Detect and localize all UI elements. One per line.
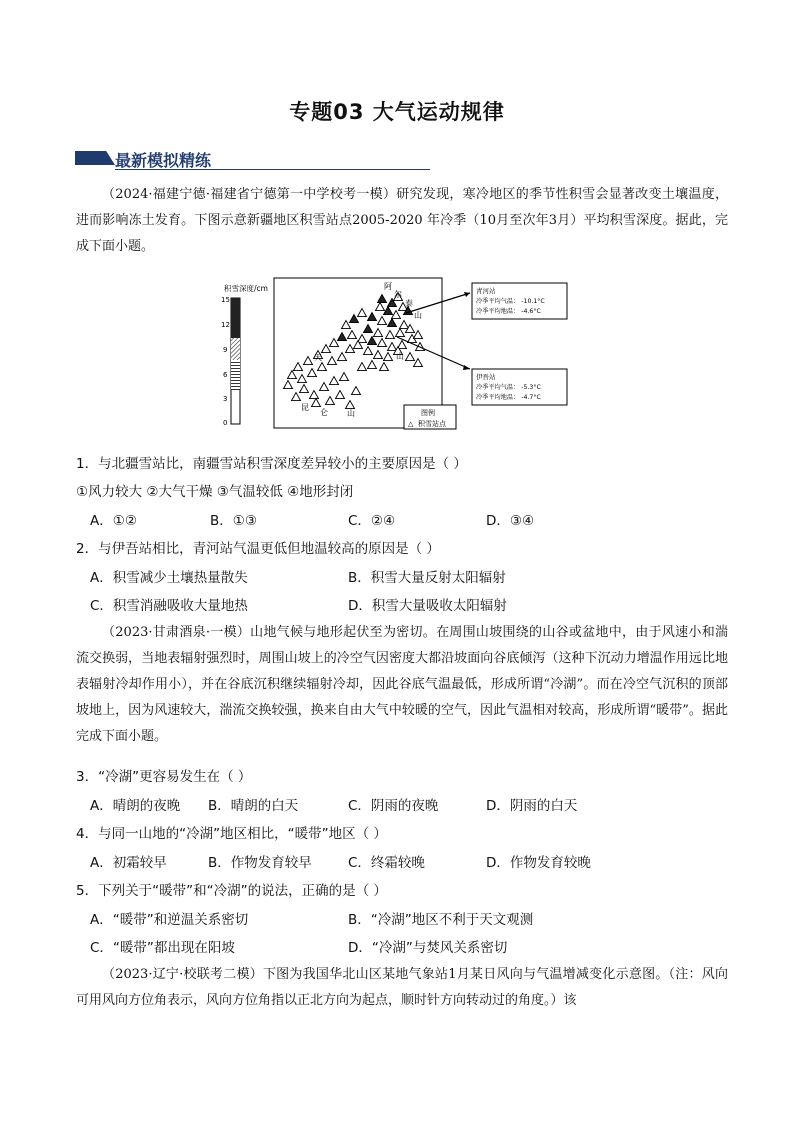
q3-option-a[interactable]: A．晴朗的夜晚 [90,798,181,814]
triangle-icon: △ [408,420,414,428]
question-1-items: ①风力较大 ②大气干燥 ③气温较低 ④地形封闭 [76,484,354,500]
map-label-altai-2: 尔 [394,290,402,299]
map-label-altai-1: 阿 [384,282,392,291]
question-2-stem: 2．与伊吾站相比，青河站气温更低但地温较高的原因是（ ） [76,541,440,557]
question-3-stem: 3．“冷湖”更容易发生在（ ） [76,769,252,785]
map-label-kunlun-1: 昆 [301,403,309,412]
section-header [75,148,430,170]
q3-option-c[interactable]: C．阴雨的夜晚 [348,798,439,814]
yiwu-ground-temp: 冷季平均地温： -4.7°C [476,394,541,401]
scale-tick-label: 0 [223,419,228,427]
q1-option-b[interactable]: B．①③ [210,513,257,529]
q5-option-c[interactable]: C．“暖带”都出现在阳坡 [90,940,235,956]
section-underline [115,169,430,170]
map-legend-title: 图例 [421,409,435,417]
q5-option-a[interactable]: A．“暖带”和逆温关系密切 [90,912,249,928]
scale-title: 积雪深度/cm [224,284,268,293]
map-label-kunlun-3: 山 [347,409,355,418]
scale-tick-label: 6 [223,371,228,379]
q2-option-d[interactable]: D．积雪大量吸收太阳辐射 [348,598,507,614]
q4-option-c[interactable]: C．终霜较晚 [348,855,425,871]
snow-depth-figure [222,277,572,430]
question-1-stem: 1．与北疆雪站比，南疆雪站积雪深度差异较小的主要原因是（ ） [76,456,467,472]
qinghe-title: 青河站 [476,287,496,295]
q2-option-a[interactable]: A．积雪减少土壤热量散失 [90,570,248,586]
section-marker-icon [75,151,115,165]
map-label-kunlun-2: 仑 [320,408,328,417]
question-5-stem: 5．下列关于“暖带”和“冷湖”的说法，正确的是（ ） [76,883,387,899]
q2-option-c[interactable]: C．积雪消融吸收大量地热 [90,598,248,614]
scale-tick-label: 12 [221,321,230,329]
q1-option-a[interactable]: A．①② [90,513,137,529]
scale-tick-label: 15 [221,296,230,304]
map-label-altai-4: 山 [414,311,422,320]
scale-lined-segment [231,360,240,390]
page-title: 专题03 大气运动规律 [289,100,505,124]
q5-option-b[interactable]: B．“冷湖”地区不利于天文观测 [348,912,534,928]
q5-option-d[interactable]: D．“冷湖”与焚风关系密切 [348,940,508,956]
scale-tick-label: 9 [223,346,228,354]
q2-option-b[interactable]: B．积雪大量反射太阳辐射 [348,570,506,586]
qinghe-air-temp: 冷季平均气温： -10.1°C [476,298,545,305]
intro-paragraph-1: （2024·福建宁德·福建省宁德第一中学校考一模）研究发现，寒冷地区的季节性积雪会显著改变土壤温度，进而影响冻土发育。下图示意新疆地区积雪站点2005-2020 年冷季（10月至次年3月）平均积雪深度。据此，完成下面小题。 [76,187,728,254]
map-label-tianshan-2: 山 [396,352,404,361]
yiwu-title: 伊吾站 [476,373,496,381]
q4-option-d[interactable]: D．作物发育较晚 [486,855,591,871]
q1-option-c[interactable]: C．②④ [348,513,396,529]
yiwu-air-temp: 冷季平均气温： -5.3°C [476,384,541,391]
question-4-stem: 4．与同一山地的“冷湖”地区相比，“暖带”地区（ ） [76,826,387,842]
scale-dark-segment [231,298,240,338]
scale-hatched-segment [231,338,240,360]
scale-tick-label: 3 [223,395,228,403]
q3-option-d[interactable]: D．阴雨的白天 [486,798,578,814]
map-legend-item: 积雪站点 [418,420,446,428]
qinghe-ground-temp: 冷季平均地温： -4.6°C [476,308,541,315]
q1-option-d[interactable]: D．③④ [486,513,535,529]
section-label: 最新模拟精练 [115,151,212,170]
q4-option-a[interactable]: A．初霜较早 [90,855,167,871]
q3-option-b[interactable]: B．晴朗的白天 [208,798,299,814]
map-label-altai-3: 泰 [405,299,413,308]
intro-paragraph-2: （2023·甘肃酒泉·一模）山地气候与地形起伏至为密切。在周围山坡围绕的山谷或盆地中，由于风速小和湍流交换弱，当地表辐射强烈时，周围山坡上的冷空气因密度大都沿坡面向谷底倾泻（这种下沉动力增温作用远比地表辐射冷却作用小），并在谷底沉积继续辐射冷却，因此谷底气温最低，形成所谓“冷湖”。而在冷空气沉积的顶部坡地上，因为风速较大，湍流交换较强，换来自由大气中较暖的空气，因此气温相对较高，形成所谓“暖带”。据此完成下面小题。 [76,625,728,744]
q4-option-b[interactable]: B．作物发育较早 [208,855,312,871]
intro-paragraph-3: （2023·辽宁·校联考二模）下图为我国华北山区某地气象站1月某日风向与气温增减变化示意图。（注：风向可用风向方位角表示，风向方位角指以正北方向为起点，顺时针方向转动过的角度。）该 [76,967,728,1008]
map-label-tianshan-1: 天 [314,353,322,362]
yiwu-arrowhead [463,365,470,370]
